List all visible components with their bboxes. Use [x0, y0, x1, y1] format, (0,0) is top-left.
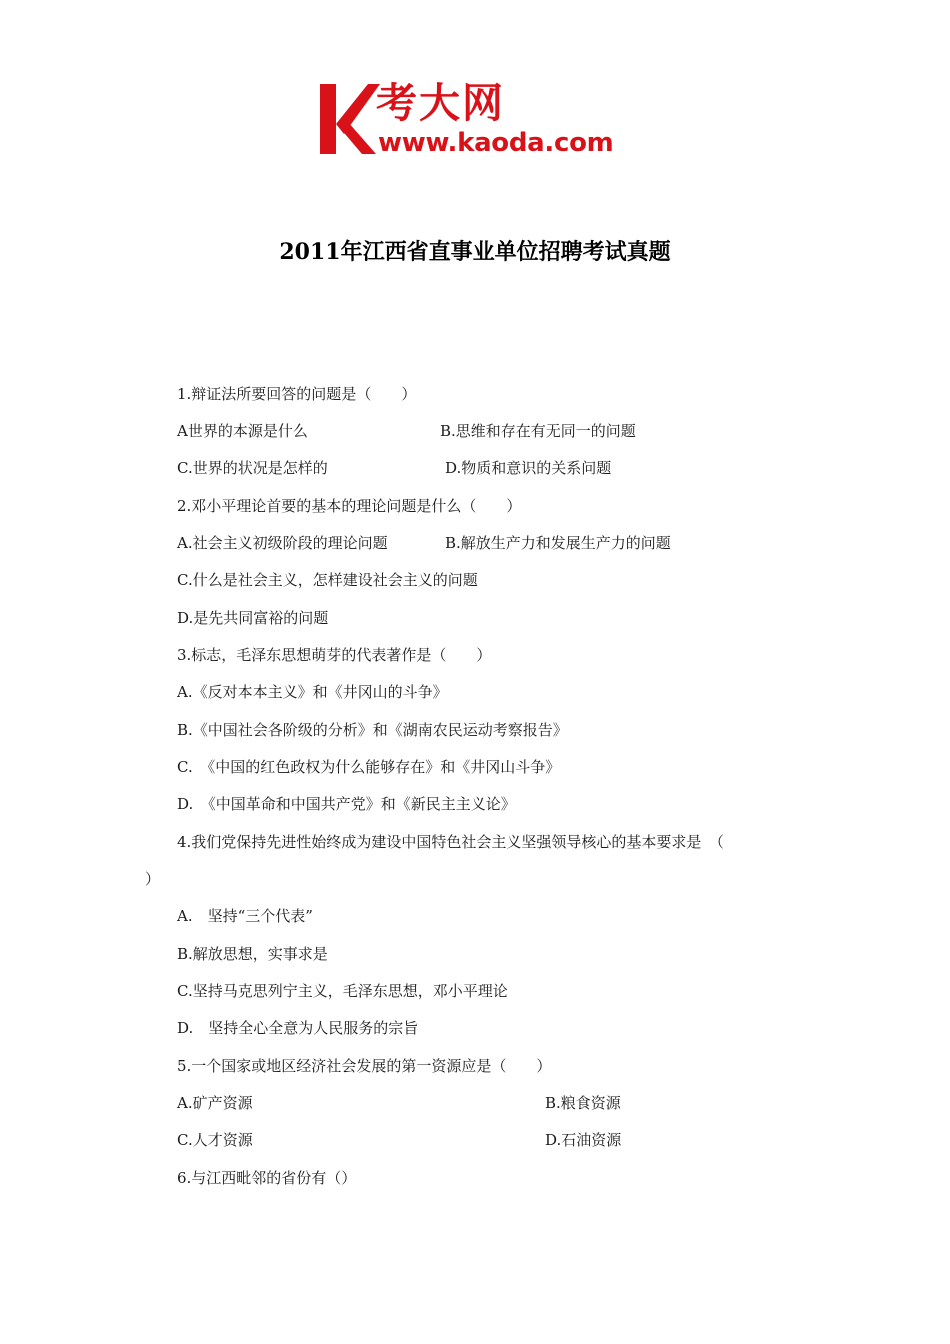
question-4-option-a: A. 坚持“三个代表” — [177, 907, 313, 925]
logo-name: 考大网 — [376, 79, 505, 127]
question-4-option-c: C.坚持马克思列宁主义，毛泽东思想，邓小平理论 — [177, 982, 508, 1000]
question-1-option-c: C.世界的状况是怎样的 — [177, 459, 328, 477]
k-logo-mark-icon — [318, 82, 380, 156]
question-4-stem-continued: ） — [145, 870, 161, 888]
question-4-stem: 4.我们党保持先进性始终成为建设中国特色社会主义坚强领导核心的基本要求是 （ — [177, 833, 724, 851]
kaoda-logo — [318, 78, 638, 160]
question-5-option-a: A.矿产资源 — [177, 1094, 253, 1112]
question-1-option-b: B.思维和存在有无同一的问题 — [440, 422, 636, 440]
logo-url: www.kaoda.com — [378, 128, 614, 158]
question-3-option-d: D. 《中国革命和中国共产党》和《新民主主义论》 — [177, 795, 516, 813]
question-5-stem: 5.一个国家或地区经济社会发展的第一资源应是（ ） — [177, 1057, 552, 1075]
question-1-option-a: A世界的本源是什么 — [177, 422, 308, 440]
question-3-option-a: A.《反对本本主义》和《井冈山的斗争》 — [177, 683, 448, 701]
question-6-stem: 6.与江西毗邻的省份有（） — [177, 1169, 357, 1187]
question-3-stem: 3.标志，毛泽东思想萌芽的代表著作是（ ） — [177, 646, 492, 664]
question-4-option-d: D. 坚持全心全意为人民服务的宗旨 — [177, 1019, 419, 1037]
question-5-option-b: B.粮食资源 — [545, 1094, 621, 1112]
question-2-stem: 2.邓小平理论首要的基本的理论问题是什么（ ） — [177, 497, 522, 515]
question-2-option-c: C.什么是社会主义，怎样建设社会主义的问题 — [177, 571, 478, 589]
question-2-option-b: B.解放生产力和发展生产力的问题 — [445, 534, 671, 552]
question-4-option-b: B.解放思想，实事求是 — [177, 945, 328, 963]
question-3-option-b: B.《中国社会各阶级的分析》和《湖南农民运动考察报告》 — [177, 721, 568, 739]
page-title: 2011年江西省直事业单位招聘考试真题 — [279, 239, 671, 265]
question-2-option-a: A.社会主义初级阶段的理论问题 — [177, 534, 388, 552]
question-1-option-d: D.物质和意识的关系问题 — [445, 459, 612, 477]
question-3-option-c: C. 《中国的红色政权为什么能够存在》和《井冈山斗争》 — [177, 758, 561, 776]
question-5-option-d: D.石油资源 — [545, 1131, 622, 1149]
question-2-option-d: D.是先共同富裕的问题 — [177, 609, 329, 627]
question-1-stem: 1.辩证法所要回答的问题是（ ） — [177, 385, 417, 403]
question-5-option-c: C.人才资源 — [177, 1131, 253, 1149]
